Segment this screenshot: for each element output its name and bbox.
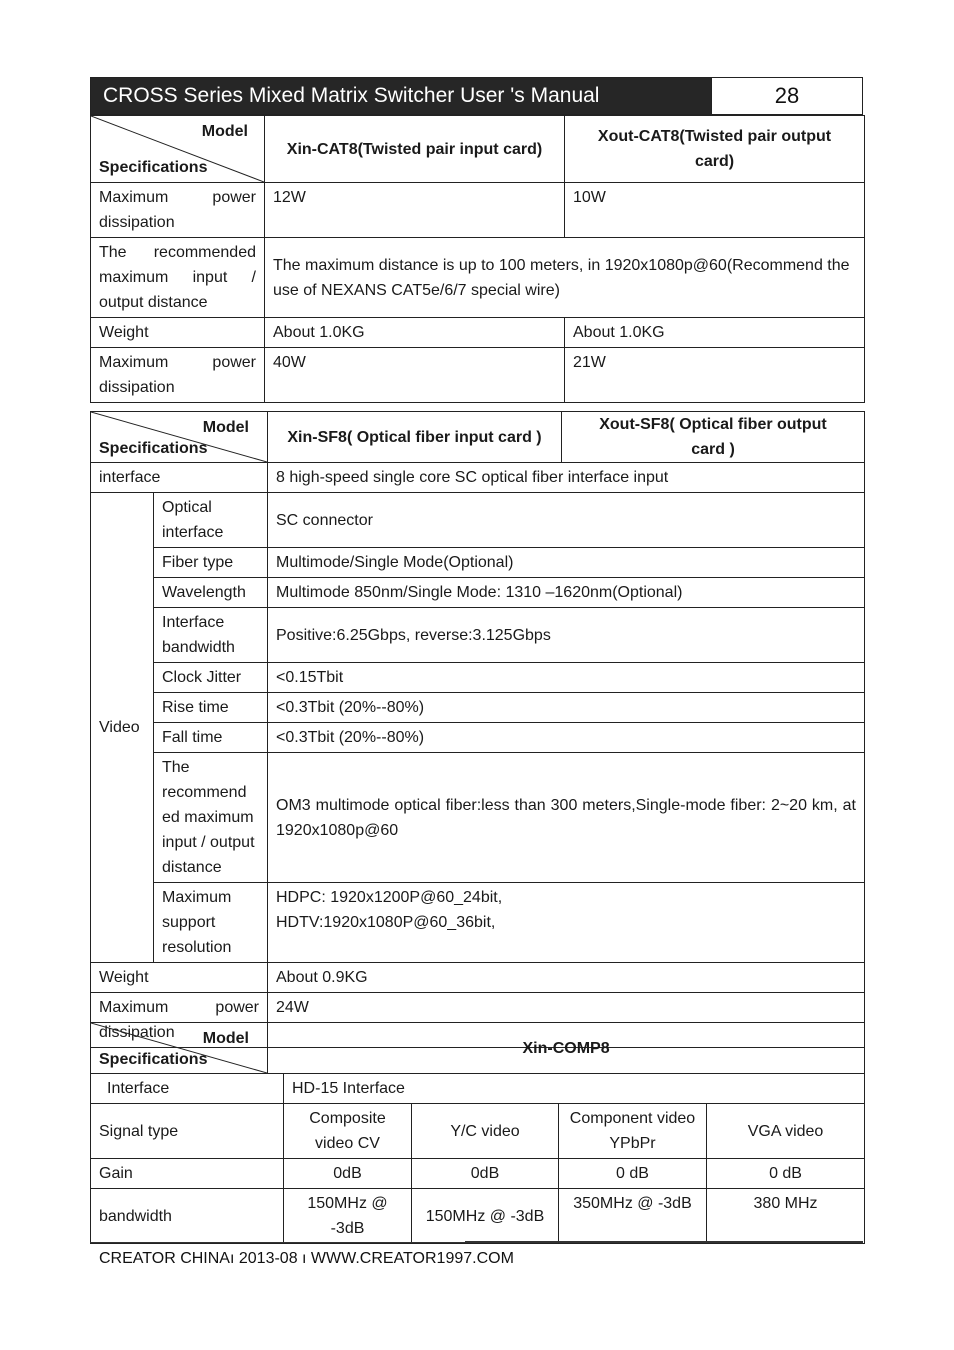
row-label: Weight <box>91 963 268 993</box>
row-label: Weight <box>91 318 265 348</box>
table-row <box>91 963 865 993</box>
cell-value: SC connector <box>268 493 865 548</box>
row-label: Wavelength <box>154 578 268 608</box>
cell-value: 0dB <box>412 1159 559 1189</box>
manual-title: CROSS Series Mixed Matrix Switcher User 's Manual <box>91 78 711 114</box>
row-label: Maximum power dissipation <box>91 183 265 238</box>
page-header <box>90 77 863 115</box>
column-header: Xout-CAT8(Twisted pair output card) <box>565 116 865 183</box>
cell-value: The maximum distance is up to 100 meters, in 1920x1080p@60(Recommend the use of NEXANS CAT5e/6/7 special wire) <box>265 238 865 318</box>
cell-value: Multimode 850nm/Single Mode: 1310 –1620nm(Optional) <box>268 578 865 608</box>
cell-value: Y/C video <box>412 1104 559 1159</box>
model-label: Model <box>202 1030 249 1047</box>
specifications-label: Specifications <box>99 159 208 176</box>
row-label: Optical interface <box>154 493 268 548</box>
cell-value: About 1.0KG <box>565 318 865 348</box>
row-label: Fall time <box>154 723 268 753</box>
row-label: Maximum power dissipation <box>91 993 268 1048</box>
table-row <box>91 493 865 548</box>
table-row <box>91 318 865 348</box>
cell-value: 24W <box>268 993 865 1048</box>
table-row <box>91 116 865 183</box>
diagonal-header-cell <box>91 412 268 463</box>
diagonal-header-cell <box>91 1023 268 1074</box>
group-label-video: Video <box>91 493 154 963</box>
specifications-label: Specifications <box>99 1051 208 1068</box>
cell-value: <0.3Tbit (20%--80%) <box>268 693 865 723</box>
cell-value: 150MHz @ -3dB <box>284 1189 412 1244</box>
footer-divider-accent <box>465 1241 863 1243</box>
column-header: Xout-SF8( Optical fiber output card ) <box>562 412 865 463</box>
spec-table-sf8 <box>90 411 865 1048</box>
row-label: Rise time <box>154 693 268 723</box>
table-row <box>91 412 865 463</box>
row-label: Maximum support resolution <box>154 883 268 963</box>
cell-value: VGA video <box>707 1104 865 1159</box>
cell-value: 0 dB <box>707 1159 865 1189</box>
row-label: interface <box>91 463 268 493</box>
table-row <box>91 238 865 318</box>
table-row <box>91 578 865 608</box>
spec-table-comp8 <box>90 1022 865 1244</box>
cell-value: 0dB <box>284 1159 412 1189</box>
row-label: The recommended maximum input / output distance <box>91 238 265 318</box>
table-row <box>91 1189 865 1244</box>
diagonal-header-cell <box>91 116 265 183</box>
cell-value: 8 high-speed single core SC optical fiber interface input <box>268 463 865 493</box>
cell-value: Component video YPbPr <box>559 1104 707 1159</box>
spec-table-cat8 <box>90 115 865 403</box>
row-label: Clock Jitter <box>154 663 268 693</box>
row-label: Signal type <box>91 1104 284 1159</box>
row-label: Interface bandwidth <box>154 608 268 663</box>
row-label: The recommend ed maximum input / output distance <box>154 753 268 883</box>
cell-value: 40W <box>265 348 565 403</box>
page-footer: CREATOR CHINAı 2013-08 ı WWW.CREATOR1997.COM <box>99 1250 514 1267</box>
table-row <box>91 463 865 493</box>
column-header: Xin-SF8( Optical fiber input card ) <box>268 412 562 463</box>
cell-value: 150MHz @ -3dB <box>412 1189 559 1244</box>
row-label: Fiber type <box>154 548 268 578</box>
resolution-line: HDPC: 1920x1200P@60_24bit, <box>276 889 503 906</box>
table-row <box>91 548 865 578</box>
column-header: Xin-COMP8 <box>268 1023 865 1074</box>
model-label: Model <box>201 123 248 140</box>
table-row <box>91 1159 865 1189</box>
cell-value: Composite video CV <box>284 1104 412 1159</box>
table-row <box>91 608 865 663</box>
cell-value: 10W <box>565 183 865 238</box>
cell-value: 12W <box>265 183 565 238</box>
model-label: Model <box>202 419 249 436</box>
resolution-line: HDTV:1920x1080P@60_36bit, <box>276 914 496 931</box>
table-row <box>91 723 865 753</box>
table-row <box>91 1104 865 1159</box>
cell-value: About 0.9KG <box>268 963 865 993</box>
cell-value: 380 MHz <box>707 1189 865 1244</box>
row-label: Gain <box>91 1159 284 1189</box>
cell-value: HD-15 Interface <box>284 1074 865 1104</box>
specifications-label: Specifications <box>99 440 208 457</box>
row-label: bandwidth <box>91 1189 284 1244</box>
cell-value: Multimode/Single Mode(Optional) <box>268 548 865 578</box>
row-label: Maximum power dissipation <box>91 348 265 403</box>
table-row <box>91 693 865 723</box>
table-row <box>91 183 865 238</box>
table-row <box>91 753 865 883</box>
cell-value: <0.15Tbit <box>268 663 865 693</box>
table-row <box>91 663 865 693</box>
cell-value: Positive:6.25Gbps, reverse:3.125Gbps <box>268 608 865 663</box>
cell-value: About 1.0KG <box>265 318 565 348</box>
column-header: Xin-CAT8(Twisted pair input card) <box>265 116 565 183</box>
table-row <box>91 1023 865 1074</box>
cell-value: <0.3Tbit (20%--80%) <box>268 723 865 753</box>
table-row <box>91 348 865 403</box>
table-row <box>91 1074 865 1104</box>
cell-value <box>268 883 865 963</box>
cell-value: OM3 multimode optical fiber:less than 300 meters,Single-mode fiber: 2~20 km, at 1920x1080p@60 <box>268 753 865 883</box>
cell-value: 0 dB <box>559 1159 707 1189</box>
cell-value: 21W <box>565 348 865 403</box>
cell-value: 350MHz @ -3dB <box>559 1189 707 1244</box>
page-number: 28 <box>711 78 862 114</box>
table-row <box>91 883 865 963</box>
row-label: Interface <box>91 1074 284 1104</box>
